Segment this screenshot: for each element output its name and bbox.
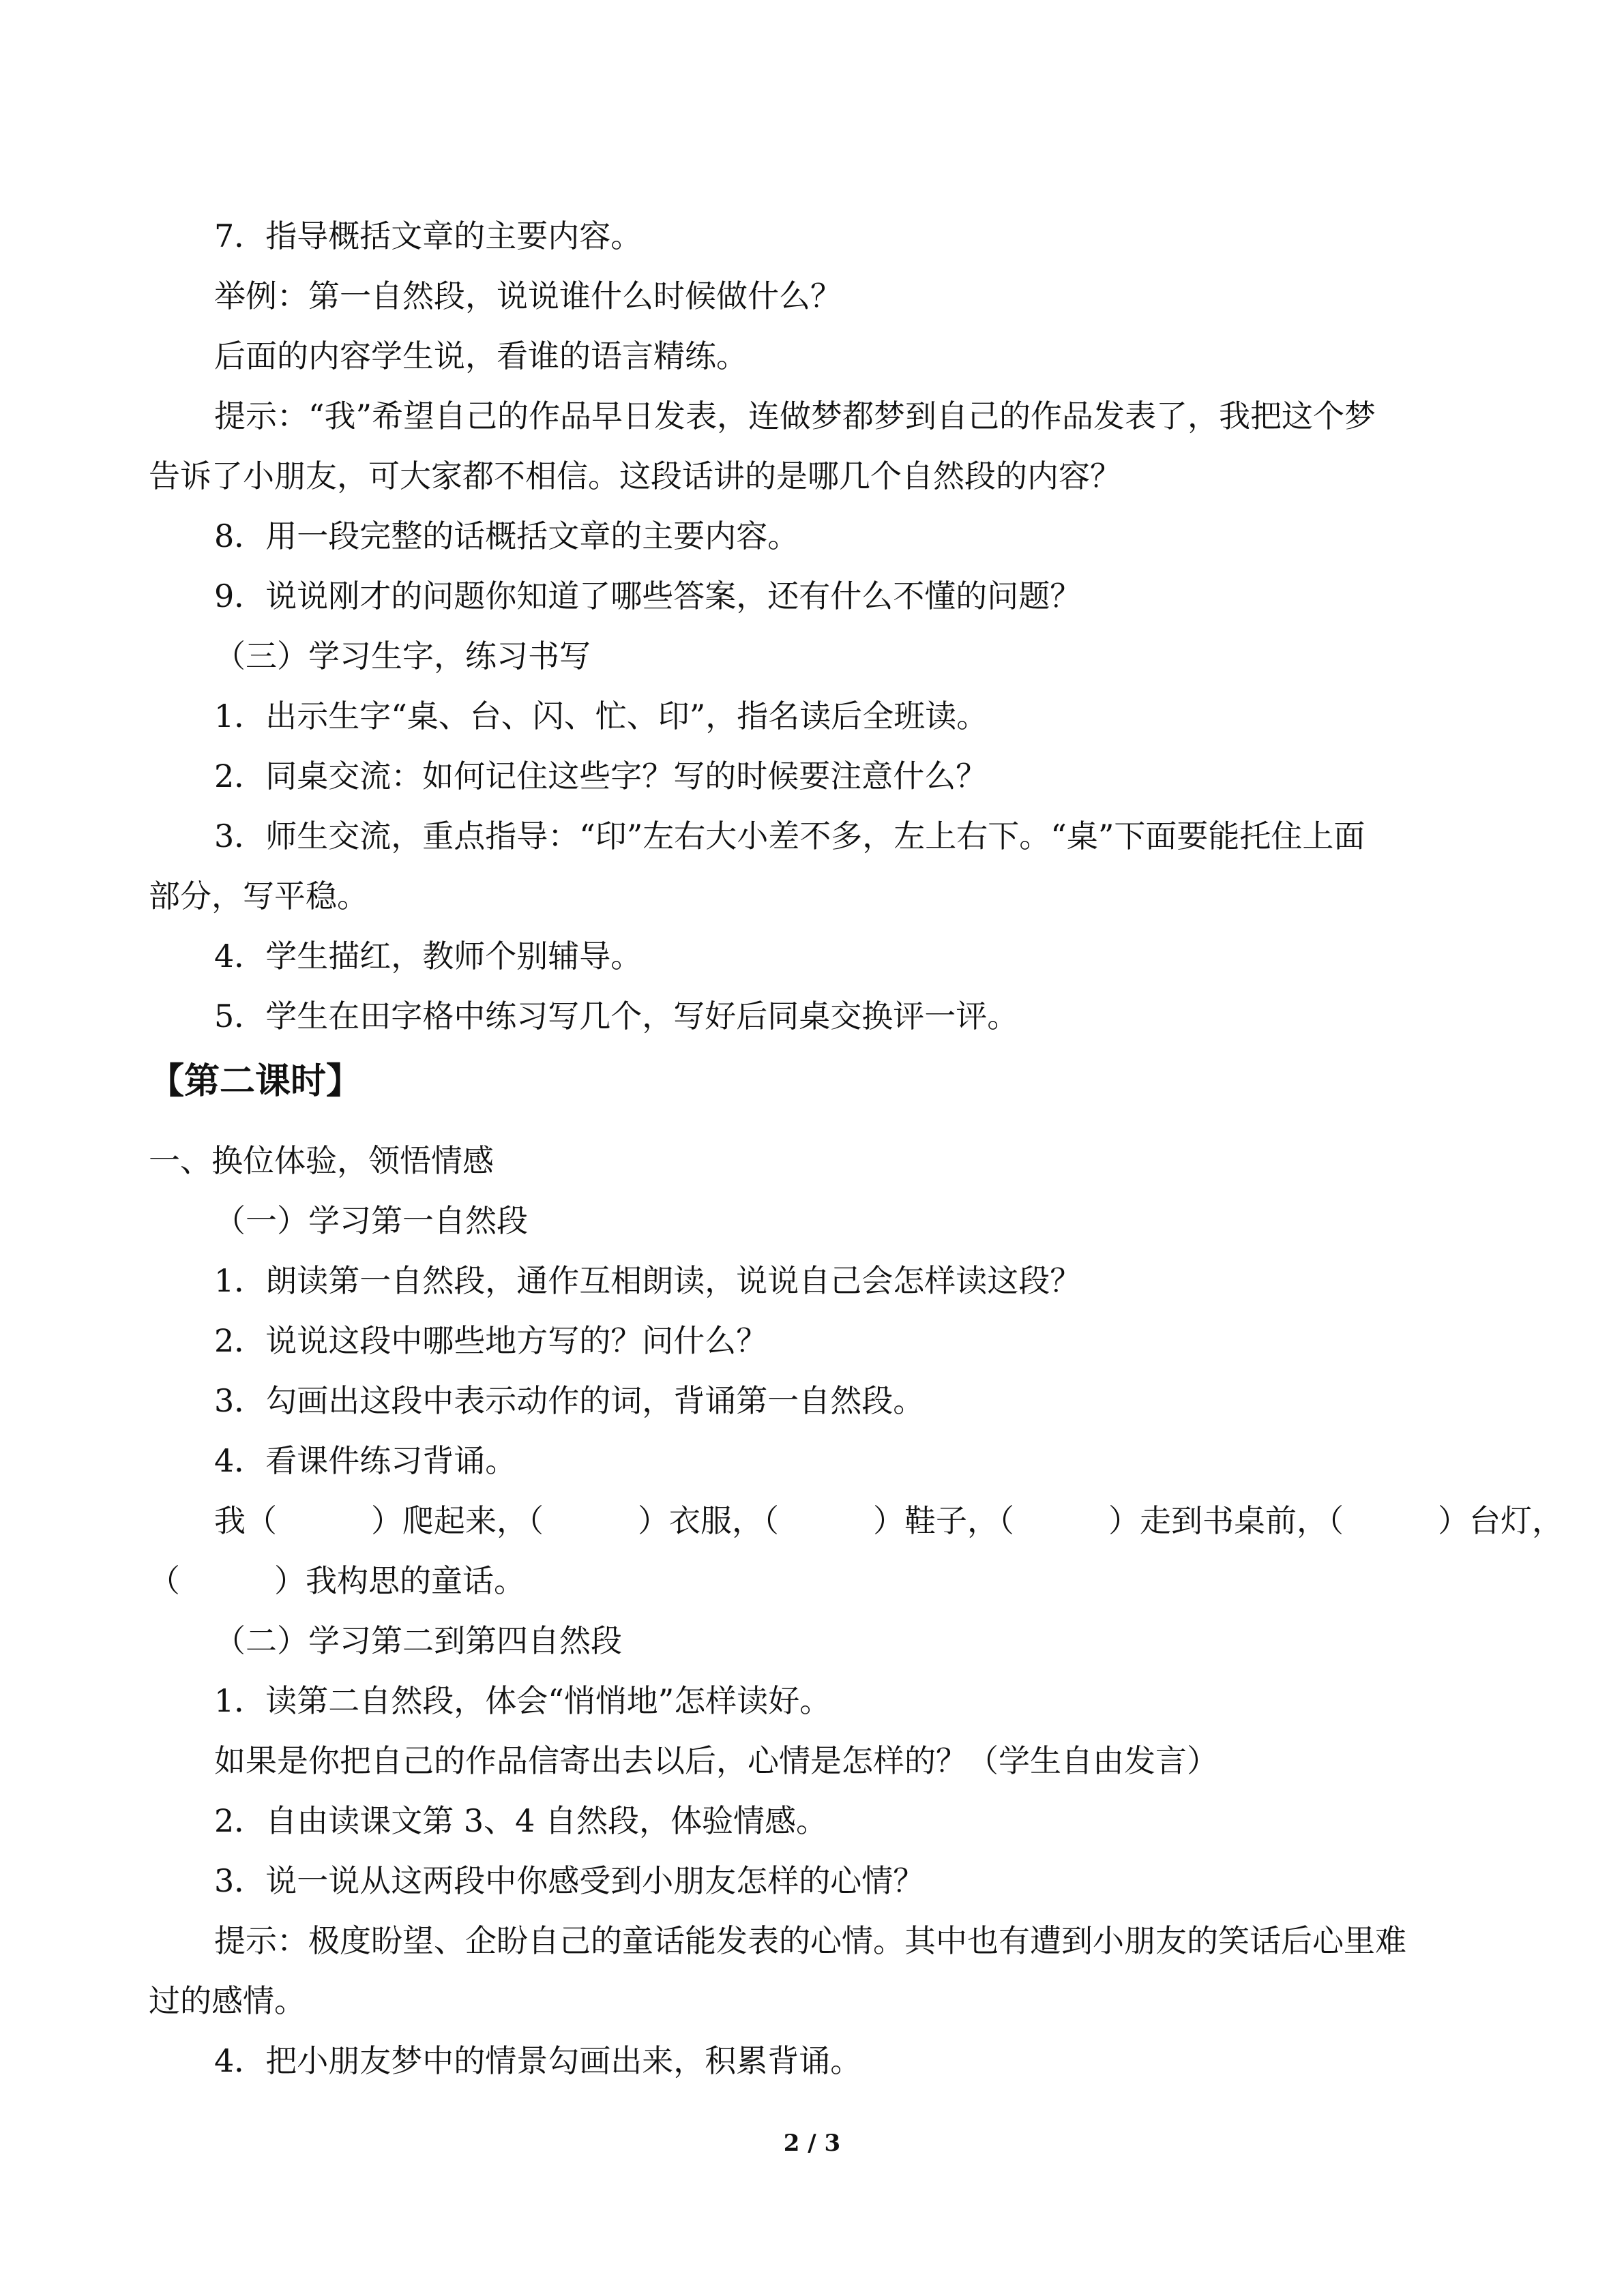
paragraph-line: 如果是你把自己的作品信寄出去以后，心情是怎样的？（学生自由发言） xyxy=(214,1742,1218,1779)
paragraph-line: 告诉了小朋友，可大家都不相信。这段话讲的是哪几个自然段的内容？ xyxy=(149,458,1121,494)
paragraph-line: 1．朗读第一自然段，通作互相朗读，说说自己会怎样读这段？ xyxy=(214,1262,1082,1299)
paragraph-line: 后面的内容学生说，看谁的语言精练。 xyxy=(214,338,748,374)
paragraph-line: 2．同桌交流：如何记住这些字？写的时候要注意什么？ xyxy=(214,758,988,794)
paragraph-line: 7．指导概括文章的主要内容。 xyxy=(214,218,643,254)
paragraph-line: 4．看课件练习背诵。 xyxy=(214,1442,517,1479)
fill-in-blank-line: （ ）我构思的童话。 xyxy=(149,1562,525,1599)
paragraph-line: 1．读第二自然段，体会“悄悄地”怎样读好。 xyxy=(214,1682,831,1719)
paragraph-line: 5．学生在田字格中练习写几个，写好后同桌交换评一评。 xyxy=(214,998,1019,1034)
section-subheading: （二）学习第二到第四自然段 xyxy=(214,1622,622,1659)
section-heading: 一、换位体验，领悟情感 xyxy=(149,1142,494,1179)
paragraph-line: 1．出示生字“桌、台、闪、忙、印”，指名读后全班读。 xyxy=(214,698,988,734)
fill-in-blank-line: 我（ ）爬起来，（ ）衣服，（ ）鞋子，（ ）走到书桌前，（ ）台灯， xyxy=(214,1502,1563,1539)
paragraph-line: 4．学生描红，教师个别辅导。 xyxy=(214,938,643,974)
section-subheading: （三）学习生字，练习书写 xyxy=(214,638,591,674)
paragraph-line: 2．说说这段中哪些地方写的？问什么？ xyxy=(214,1322,768,1359)
page-number: 2 / 3 xyxy=(783,2130,841,2157)
paragraph-line: 8．用一段完整的话概括文章的主要内容。 xyxy=(214,518,799,554)
lesson-title: 【第二课时】 xyxy=(149,1060,362,1102)
paragraph-line: 举例：第一自然段，说说谁什么时候做什么？ xyxy=(214,278,842,314)
paragraph-line: 2．自由读课文第 3、4 自然段，体验情感。 xyxy=(214,1802,828,1839)
paragraph-line: 提示：极度盼望、企盼自己的童话能发表的心情。其中也有遭到小朋友的笑话后心里难 xyxy=(214,1922,1406,1959)
paragraph-line: 提示：“我”希望自己的作品早日发表，连做梦都梦到自己的作品发表了，我把这个梦 xyxy=(214,398,1376,434)
paragraph-line: 9．说说刚才的问题你知道了哪些答案，还有什么不懂的问题？ xyxy=(214,578,1082,614)
paragraph-line: 3．师生交流，重点指导：“印”左右大小差不多，左上右下。“桌”下面要能托住上面 xyxy=(214,818,1365,854)
section-subheading: （一）学习第一自然段 xyxy=(214,1202,528,1239)
paragraph-line: 4．把小朋友梦中的情景勾画出来，积累背诵。 xyxy=(214,2042,862,2079)
paragraph-line: 过的感情。 xyxy=(149,1982,306,2019)
paragraph-line: 3．勾画出这段中表示动作的词，背诵第一自然段。 xyxy=(214,1382,925,1419)
paragraph-line: 3．说一说从这两段中你感受到小朋友怎样的心情？ xyxy=(214,1862,925,1899)
paragraph-line: 部分，写平稳。 xyxy=(149,878,368,914)
